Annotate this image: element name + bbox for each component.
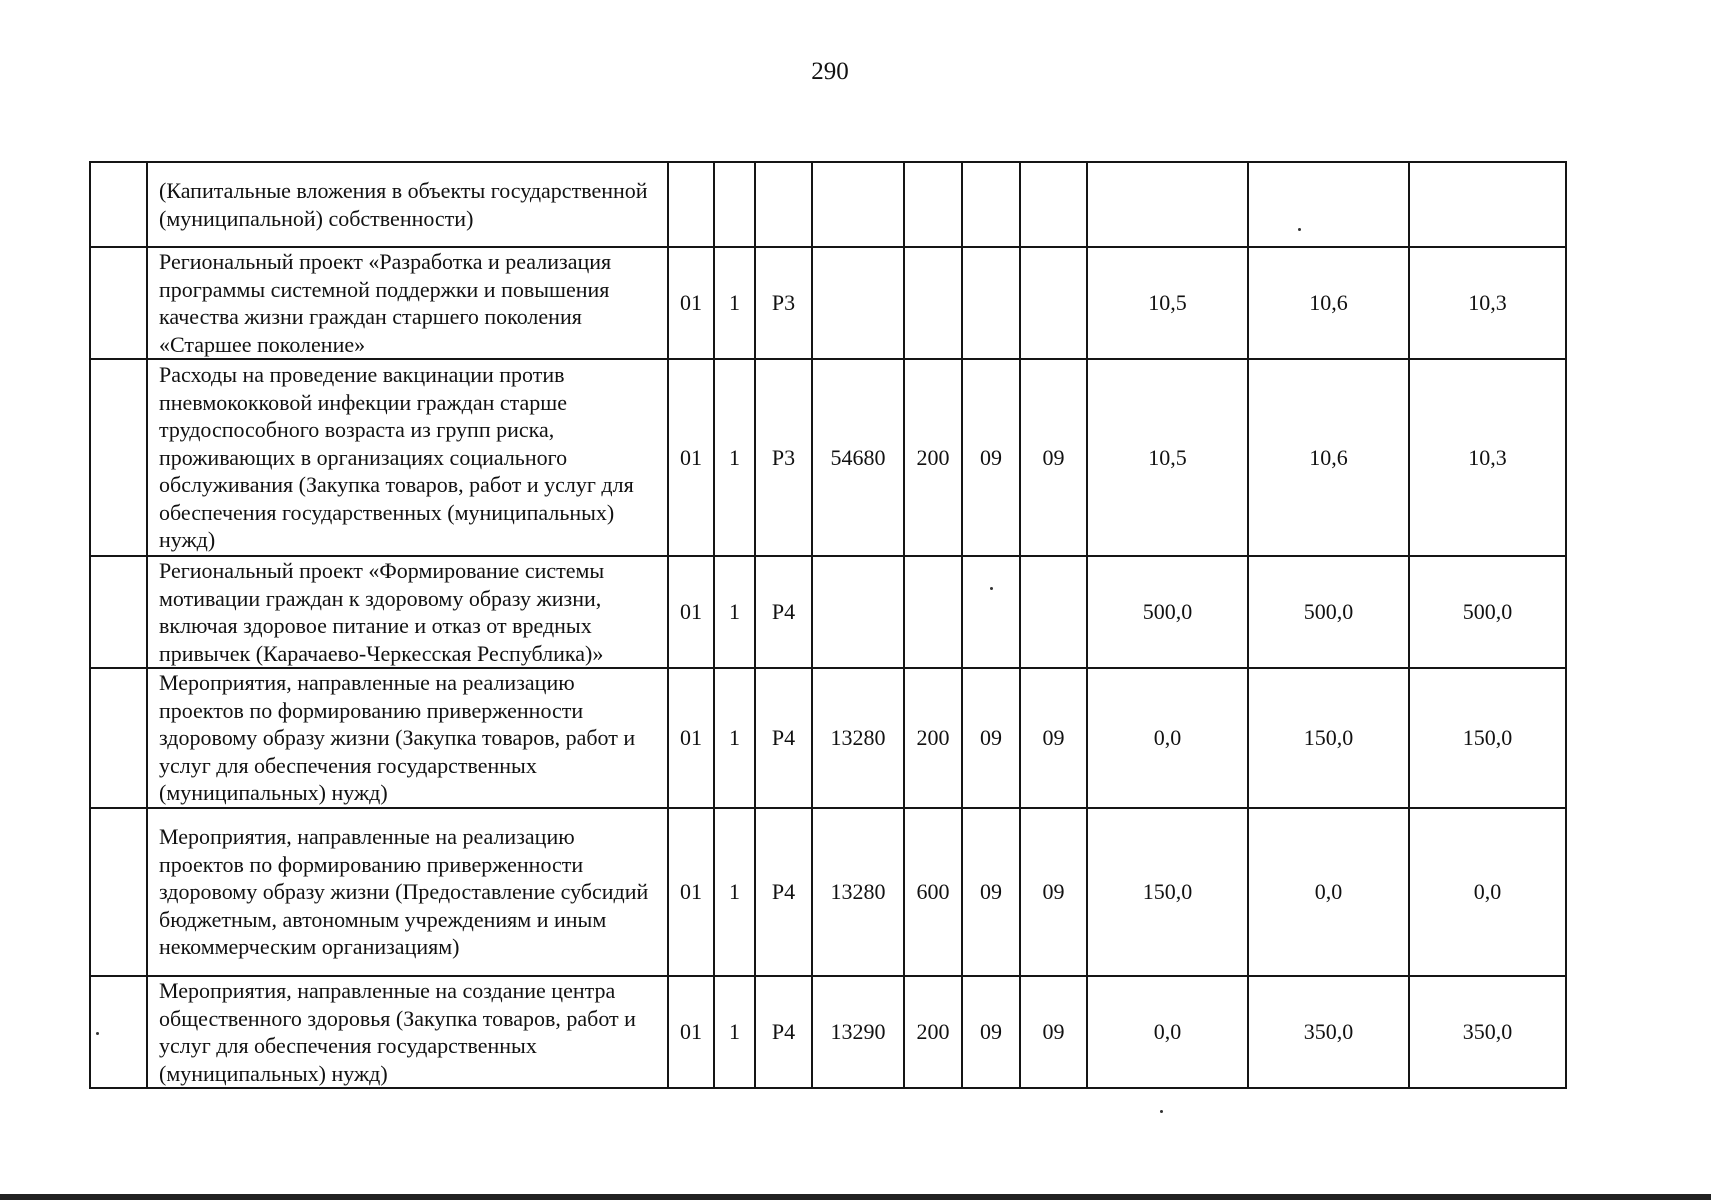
subsection-code-cell: 09: [1020, 668, 1087, 808]
table-row: [90, 976, 1566, 1088]
amount-year1-cell: 0,0: [1087, 976, 1248, 1088]
subprogram-code-cell: 1: [714, 247, 755, 359]
table-row: [90, 247, 1566, 359]
direction-code-cell: 13280: [812, 808, 904, 976]
program-code-cell: 01: [668, 247, 714, 359]
row-number-cell: [90, 808, 147, 976]
budget-table: [89, 161, 1567, 1089]
amount-year1-cell: 500,0: [1087, 556, 1248, 668]
expense-type-cell: 200: [904, 668, 962, 808]
row-number-cell: [90, 162, 147, 247]
item-name-cell: Мероприятия, направленные на реализацию проектов по формированию приверженности здоровому образу жизни (Предоставление субсидий бюджетным, автономным учреждениям и иным некоммерческим организациям): [147, 808, 668, 976]
program-code-cell: 01: [668, 359, 714, 556]
subsection-code-cell: [1020, 247, 1087, 359]
measure-code-cell: Р4: [755, 668, 812, 808]
row-number-cell: [90, 359, 147, 556]
expense-type-cell: 200: [904, 359, 962, 556]
scan-speck: [1298, 228, 1301, 231]
scan-speck: [1160, 1110, 1163, 1113]
amount-year3-cell: 10,3: [1409, 247, 1566, 359]
section-code-cell: 09: [962, 808, 1020, 976]
direction-code-cell: [812, 247, 904, 359]
amount-year2-cell: 350,0: [1248, 976, 1409, 1088]
item-name-cell: Региональный проект «Формирование системы мотивации граждан к здоровому образу жизни, включая здоровое питание и отказ от вредных привычек (Карачаево-Черкесская Республика)»: [147, 556, 668, 668]
amount-year1-cell: 10,5: [1087, 247, 1248, 359]
table-row: [90, 668, 1566, 808]
section-code-cell: [962, 247, 1020, 359]
subsection-code-cell: 09: [1020, 808, 1087, 976]
direction-code-cell: 54680: [812, 359, 904, 556]
section-code-cell: 09: [962, 668, 1020, 808]
amount-year2-cell: 10,6: [1248, 359, 1409, 556]
measure-code-cell: Р4: [755, 808, 812, 976]
subsection-code-cell: [1020, 556, 1087, 668]
measure-code-cell: Р3: [755, 247, 812, 359]
item-name-cell: Региональный проект «Разработка и реализация программы системной поддержки и повышения качества жизни граждан старшего поколения «Старшее поколение»: [147, 247, 668, 359]
measure-code-cell: Р3: [755, 359, 812, 556]
amount-year2-cell: 500,0: [1248, 556, 1409, 668]
row-number-cell: [90, 556, 147, 668]
section-code-cell: 09: [962, 976, 1020, 1088]
amount-year2-cell: 150,0: [1248, 668, 1409, 808]
program-code-cell: 01: [668, 808, 714, 976]
amount-year3-cell: 150,0: [1409, 668, 1566, 808]
amount-year1-cell: [1087, 162, 1248, 247]
amount-year3-cell: 500,0: [1409, 556, 1566, 668]
direction-code-cell: [812, 556, 904, 668]
measure-code-cell: Р4: [755, 976, 812, 1088]
section-code-cell: 09: [962, 359, 1020, 556]
row-number-cell: [90, 668, 147, 808]
program-code-cell: 01: [668, 668, 714, 808]
subprogram-code-cell: 1: [714, 359, 755, 556]
item-name-cell: Мероприятия, направленные на создание центра общественного здоровья (Закупка товаров, работ и услуг для обеспечения государственных (муниципальных) нужд): [147, 976, 668, 1088]
subprogram-code-cell: 1: [714, 976, 755, 1088]
subsection-code-cell: [1020, 162, 1087, 247]
table-row: [90, 162, 1566, 247]
expense-type-cell: 200: [904, 976, 962, 1088]
item-name-cell: (Капитальные вложения в объекты государственной (муниципальной) собственности): [147, 162, 668, 247]
amount-year2-cell: 0,0: [1248, 808, 1409, 976]
page-number: 290: [811, 58, 849, 85]
subprogram-code-cell: 1: [714, 556, 755, 668]
subprogram-code-cell: [714, 162, 755, 247]
program-code-cell: 01: [668, 976, 714, 1088]
amount-year2-cell: [1248, 162, 1409, 247]
direction-code-cell: [812, 162, 904, 247]
table-row: [90, 808, 1566, 976]
row-number-cell: [90, 247, 147, 359]
subprogram-code-cell: 1: [714, 668, 755, 808]
scan-speck: [990, 587, 993, 590]
program-code-cell: [668, 162, 714, 247]
measure-code-cell: [755, 162, 812, 247]
subsection-code-cell: 09: [1020, 359, 1087, 556]
expense-type-cell: [904, 247, 962, 359]
amount-year1-cell: 0,0: [1087, 668, 1248, 808]
table-row: [90, 556, 1566, 668]
amount-year2-cell: 10,6: [1248, 247, 1409, 359]
amount-year3-cell: [1409, 162, 1566, 247]
scan-bottom-edge: [0, 1194, 1711, 1200]
section-code-cell: [962, 162, 1020, 247]
table-row: [90, 359, 1566, 556]
direction-code-cell: 13290: [812, 976, 904, 1088]
expense-type-cell: [904, 162, 962, 247]
subprogram-code-cell: 1: [714, 808, 755, 976]
amount-year3-cell: 0,0: [1409, 808, 1566, 976]
expense-type-cell: 600: [904, 808, 962, 976]
program-code-cell: 01: [668, 556, 714, 668]
direction-code-cell: 13280: [812, 668, 904, 808]
item-name-cell: Мероприятия, направленные на реализацию проектов по формированию приверженности здоровому образу жизни (Закупка товаров, работ и услуг для обеспечения государственных (муниципальных) нужд): [147, 668, 668, 808]
amount-year3-cell: 10,3: [1409, 359, 1566, 556]
amount-year1-cell: 10,5: [1087, 359, 1248, 556]
section-code-cell: [962, 556, 1020, 668]
scan-speck: [96, 1032, 99, 1035]
measure-code-cell: Р4: [755, 556, 812, 668]
amount-year1-cell: 150,0: [1087, 808, 1248, 976]
subsection-code-cell: 09: [1020, 976, 1087, 1088]
amount-year3-cell: 350,0: [1409, 976, 1566, 1088]
expense-type-cell: [904, 556, 962, 668]
item-name-cell: Расходы на проведение вакцинации против пневмококковой инфекции граждан старше трудоспособного возраста из групп риска, проживающих в организациях социального обслуживания (Закупка товаров, работ и услуг для обеспечения государственных (муниципальных) нужд): [147, 359, 668, 556]
